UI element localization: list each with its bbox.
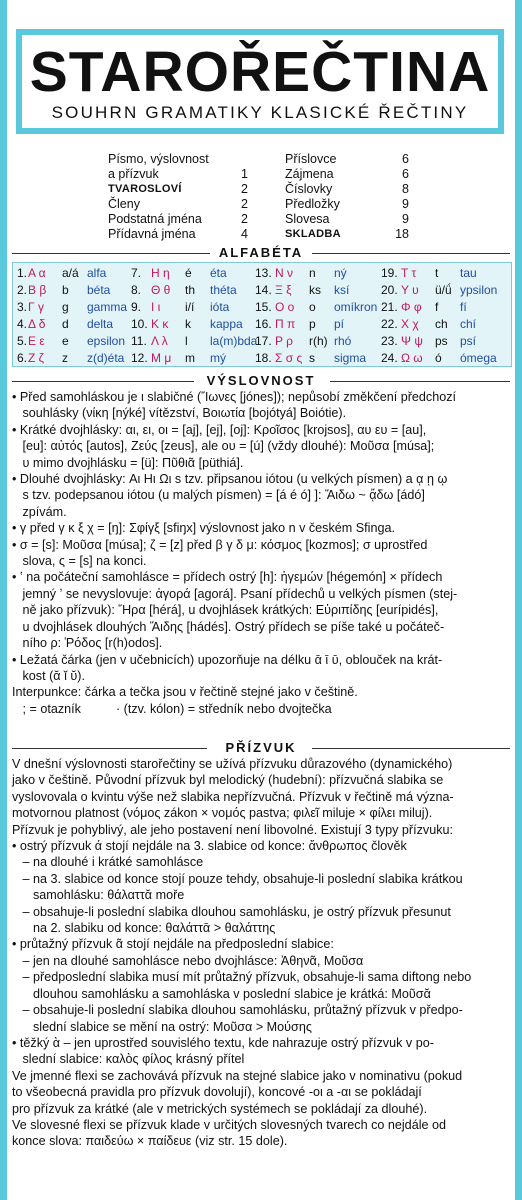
letter-name: omíkron [334, 300, 378, 314]
letter-sound: m [185, 351, 195, 365]
toc-page: 9 [402, 197, 409, 211]
letter-sound: i/í [185, 300, 195, 314]
letter-number: 24. [381, 351, 398, 365]
letter-sound: a/á [62, 266, 79, 280]
letter-name: ióta [210, 300, 230, 314]
letter-glyph: Χ χ [401, 317, 419, 331]
letter-number: 20. [381, 283, 398, 297]
text-line: souhlásky (νίκη [nýké] vítězství, Βοιωτία [bojótyá] Boiótie). [12, 406, 347, 421]
letter-number: 17. [255, 334, 272, 348]
letter-name: alfa [87, 266, 107, 280]
toc-row [285, 212, 409, 227]
table-of-contents-left [108, 152, 248, 242]
letter-sound: s [309, 351, 315, 365]
alphabet-letter [255, 334, 351, 348]
letter-name: mý [210, 351, 226, 365]
letter-glyph: Ξ ξ [275, 283, 292, 297]
text-line: slední slabice: καλὸς φίλος krásný přítel [12, 1052, 245, 1067]
toc-row [108, 152, 248, 167]
toc-row [108, 227, 248, 242]
toc-page: 18 [395, 227, 409, 241]
alphabet-letter [17, 300, 127, 314]
letter-name: epsilon [87, 334, 126, 348]
toc-label: a přízvuk [108, 167, 159, 181]
letter-sound: g [62, 300, 69, 314]
table-of-contents-right [285, 152, 409, 242]
text-line: pro přízvuk za krátké (ale v metrických systémech se pokládají za dlouhé). [12, 1101, 428, 1116]
letter-name: ypsilon [460, 283, 498, 297]
text-line: – na dlouhé i krátké samohlásce [12, 855, 204, 870]
text-line: kost (ᾰ ῐ ῠ). [12, 668, 85, 683]
letter-number: 19. [381, 266, 398, 280]
letter-sound: ks [309, 283, 321, 297]
alphabet-letter [17, 334, 125, 348]
letter-glyph: Τ τ [401, 266, 417, 280]
letter-glyph: Υ υ [401, 283, 419, 297]
toc-row [285, 227, 409, 242]
alphabet-letter [131, 266, 227, 280]
text-line: – obsahuje-li poslední slabika dlouhou samohlásku, je ostrý přízvuk přesunut [12, 904, 451, 919]
letter-glyph: Α α [28, 266, 46, 280]
letter-name: delta [87, 317, 114, 331]
letter-number: 16. [255, 317, 272, 331]
letter-glyph: Ν ν [275, 266, 293, 280]
toc-row [285, 167, 409, 182]
letter-glyph: Ρ ρ [275, 334, 293, 348]
alphabet-letter [255, 317, 344, 331]
letter-sound: e [62, 334, 69, 348]
letter-sound: z [62, 351, 68, 365]
letter-glyph: Μ μ [151, 351, 172, 365]
toc-row [108, 167, 248, 182]
letter-name: z(d)éta [87, 351, 125, 365]
letter-sound: n [309, 266, 316, 280]
letter-number: 21. [381, 300, 398, 314]
toc-label: Příslovce [285, 152, 337, 166]
toc-page: 4 [241, 227, 248, 241]
toc-page: 6 [402, 167, 409, 181]
text-line: ního ρ: Ῥόδος [r(h)odos]. [12, 636, 163, 651]
toc-label: SKLADBA [285, 228, 341, 240]
letter-glyph: Φ φ [401, 300, 422, 314]
alphabet-letter [131, 300, 229, 314]
pronunciation-text [12, 389, 510, 717]
text-line: dlouhou samohlásku a samohláska v poslední slabice je krátká: Μοῦσᾰ [12, 986, 431, 1001]
letter-glyph: Ζ ζ [28, 351, 44, 365]
text-line: ně jako přízvuk): Ἥρα [hérá], u dvojhlásek krátkých: Εὐριπίδης [eurípidés], [12, 603, 439, 618]
alphabet-letter [17, 266, 106, 280]
toc-label: Písmo, výslovnost [108, 152, 209, 166]
text-line: [eu]: αὐτός [autos], Ζεύς [zeus], ale ου = [ú] (vždy dlouhé): Μοῦσα [músa]; [12, 439, 435, 454]
letter-number: 7. [131, 266, 142, 280]
letter-number: 23. [381, 334, 398, 348]
toc-row [108, 182, 248, 197]
text-line: – jen na dlouhé samohlásce nebo dvojhlásce: Ἀθηνᾶ, Μοῦσα [12, 953, 364, 968]
letter-glyph: Ε ε [28, 334, 45, 348]
letter-name: éta [210, 266, 227, 280]
alphabet-letter [255, 283, 349, 297]
toc-row [285, 152, 409, 167]
text-line: • Ležatá čárka (jen v učebnicích) upozorňuje na délku ᾱ ῑ ῡ, oblouček na krát- [12, 652, 443, 667]
letter-number: 5. [17, 334, 28, 348]
alphabet-letter [131, 351, 226, 365]
page-title: STAROŘEČTINA [29, 40, 491, 104]
letter-name: béta [87, 283, 111, 297]
text-line: s tzv. podepsanou iótou (u malých písmen) = [á é ó] ]: Ἅιδω ~ ᾄδω [ádó] [12, 488, 425, 503]
letter-sound: ó [435, 351, 442, 365]
letter-glyph: Γ γ [28, 300, 44, 314]
letter-sound: l [185, 334, 188, 348]
text-line: • průtažný přízvuk ᾶ stojí nejdále na předposlední slabice: [12, 937, 334, 952]
letter-number: 4. [17, 317, 28, 331]
alphabet-letter [17, 351, 124, 365]
text-line: zpívám. [12, 504, 67, 519]
alphabet-letter [381, 334, 476, 348]
alphabet-letter [17, 283, 110, 297]
toc-label: Slovesa [285, 212, 330, 226]
letter-name: pí [334, 317, 345, 331]
letter-sound: b [62, 283, 69, 297]
letter-name: théta [210, 283, 237, 297]
letter-sound: o [309, 300, 316, 314]
text-line: slední slabice se mění na ostrý: Μοῦσα > Μούσης [12, 1019, 312, 1034]
left-accent-bar [0, 0, 7, 1200]
letter-number: 9. [131, 300, 142, 314]
toc-label: Přídavná jména [108, 227, 196, 241]
letter-number: 12. [131, 351, 148, 365]
alphabet-letter [381, 351, 497, 365]
alphabet-letter [131, 334, 257, 348]
letter-glyph: Ι ι [151, 300, 161, 314]
letter-number: 14. [255, 283, 272, 297]
alphabet-letter [381, 317, 476, 331]
toc-page: 2 [241, 212, 248, 226]
letter-glyph: Ο ο [275, 300, 295, 314]
alphabet-letter [131, 317, 243, 331]
title-box [16, 29, 504, 134]
alphabet-letter [381, 266, 477, 280]
toc-label: Zájmena [285, 167, 334, 181]
toc-row [108, 212, 248, 227]
alphabet-letter [255, 300, 377, 314]
text-line: jako v češtině. Původní přízvuk byl melodický (hudební): přízvučná slabika se [12, 773, 444, 788]
alphabet-letter [255, 266, 347, 280]
text-line: slova, ς = [s] na konci. [12, 554, 147, 569]
alphabet-letter [17, 317, 113, 331]
letter-sound: ch [435, 317, 448, 331]
letter-number: 8. [131, 283, 142, 297]
page-subtitle: SOUHRN GRAMATIKY KLASICKÉ ŘEČTINY [51, 103, 469, 122]
text-line: • ʽ na počáteční samohlásce = přídech ostrý [h]: ἡγεμών [hégemón] × přídech [12, 570, 443, 585]
letter-sound: p [309, 317, 316, 331]
letter-name: tau [460, 266, 477, 280]
toc-row [285, 197, 409, 212]
toc-row [108, 197, 248, 212]
text-line: • těžký ὰ – jen uprostřed souvislého textu, kde nahrazuje ostrý přízvuk v po- [12, 1035, 434, 1050]
letter-glyph: Β β [28, 283, 47, 297]
text-line: Interpunkce: čárka a tečka jsou v řečtině stejné jako v češtině. [12, 685, 358, 700]
alphabet-letter [255, 351, 366, 365]
toc-label: Číslovky [285, 182, 333, 196]
letter-number: 3. [17, 300, 28, 314]
letter-sound: t [435, 266, 439, 280]
alphabet-letter [381, 283, 497, 297]
letter-sound: f [435, 300, 439, 314]
toc-page: 2 [241, 182, 248, 196]
letter-sound: d [62, 317, 69, 331]
text-line: Ve jmenné flexi se zachovává přízvuk na stejné slabice jako v nominativu (pokud [12, 1068, 463, 1083]
accent-heading: PŘÍZVUK [225, 740, 297, 755]
toc-page: 8 [402, 182, 409, 196]
text-line: • Před samohláskou je ι slabičné (Ἴωνες [jónes]); nepůsobí změkčení předchozí [12, 390, 457, 404]
text-line: na 2. slabiku od konce: θαλάττᾱ > θαλάττης [12, 921, 276, 936]
text-line: u dvojhlásek dlouhých Ἅιδης [hádés]. Ostrý přídech se píše také u počáteč- [12, 619, 445, 634]
text-line: • σ = [s]: Μοῦσα [músa]; ζ = [z] před β γ δ μ: κόσμος [kozmos]; σ uprostřed [12, 537, 428, 552]
alphabet-letter [131, 283, 237, 297]
letter-sound: é [185, 266, 192, 280]
letter-number: 1. [17, 266, 28, 280]
letter-glyph: Σ σ ς [275, 351, 303, 365]
letter-name: psí [460, 334, 477, 348]
letter-name: la(m)bda [210, 334, 258, 348]
text-line: • γ před γ κ ξ χ = [ŋ]: Σφίγξ [sfiŋx] výslovnost jako n v českém Sfinga. [12, 521, 395, 536]
text-line: motvornou platnost (νόμος zákon × νομός pastva; φιλεῖ miluje × φίλει miluj). [12, 806, 433, 821]
letter-number: 18. [255, 351, 272, 365]
letter-sound: r(h) [309, 334, 328, 348]
toc-page: 2 [241, 197, 248, 211]
toc-page: 6 [402, 152, 409, 166]
letter-sound: k [185, 317, 191, 331]
letter-sound: ps [435, 334, 448, 348]
letter-number: 22. [381, 317, 398, 331]
text-line: ; = otazník · (tzv. kólon) = středník nebo dvojtečka [12, 701, 332, 716]
accent-text [12, 756, 510, 1150]
toc-row [285, 182, 409, 197]
letter-glyph: Κ κ [151, 317, 169, 331]
text-line: samohlásku: θάλαττᾰ moře [12, 888, 185, 903]
letter-glyph: Δ δ [28, 317, 46, 331]
letter-name: kappa [210, 317, 243, 331]
letter-glyph: Ω ω [401, 351, 423, 365]
letter-name: ný [334, 266, 347, 280]
letter-number: 6. [17, 351, 28, 365]
toc-label: Podstatná jména [108, 212, 202, 226]
text-line: • ostrý přízvuk ά stojí nejdále na 3. slabice od konce: ἄνθρωπος člověk [12, 839, 407, 854]
text-line: to všeobecná pravidla pro přízvuk dovolují), koncové -οι a -αι se pokládají [12, 1085, 422, 1100]
toc-page: 9 [402, 212, 409, 226]
alphabet-letter [381, 300, 467, 314]
text-line: • Dlouhé dvojhlásky: Αι Ηι Ωι s tzv. připsanou iótou (u velkých písmen) a ᾳ ῃ ῳ [12, 472, 448, 487]
pronunciation-heading: VÝSLOVNOST [206, 373, 316, 388]
letter-number: 10. [131, 317, 148, 331]
letter-number: 2. [17, 283, 28, 297]
text-line: – na 3. slabice od konce stojí pouze tehdy, obsahuje-li poslední slabika krátkou [12, 871, 463, 886]
letter-name: ómega [460, 351, 497, 365]
toc-label: TVAROSLOVÍ [108, 183, 182, 195]
letter-name: ksí [334, 283, 350, 297]
letter-name: fí [460, 300, 467, 314]
toc-label: Předložky [285, 197, 340, 211]
text-line: V dnešní výslovnosti starořečtiny se užívá přízvuku důrazového (dynamického) [12, 757, 453, 771]
text-line: konce slova: παιδεύω × παίδευε (viz str. 15 dole). [12, 1134, 288, 1149]
toc-label: Členy [108, 197, 140, 211]
letter-number: 15. [255, 300, 272, 314]
letter-number: 11. [131, 334, 147, 348]
text-line: Ve slovesné flexi se přízvuk klade v určitých slovesných tvarech co nejdále od [12, 1117, 447, 1132]
alphabet-heading: ALFABÉTA [218, 245, 304, 260]
letter-glyph: Θ θ [151, 283, 171, 297]
letter-glyph: Η η [151, 266, 170, 280]
letter-sound: ü/ǘ [435, 283, 452, 297]
letter-glyph: Ψ ψ [401, 334, 423, 348]
letter-name: gamma [87, 300, 128, 314]
letter-name: rhó [334, 334, 352, 348]
text-line: – předposlední slabika musí mít průtažný přízvuk, obsahuje-li sama diftong nebo [12, 970, 472, 985]
text-line: • Krátké dvojhlásky: αι, ει, οι = [aj], [ej], [oj]: Κροῖσος [krojsos], αυ ευ = [au], [12, 422, 427, 437]
text-line: υ mimo dvojhlásku = [ü]: Πῦθιᾶ [püthiá]. [12, 455, 244, 470]
text-line: vyslovovala o kvintu výše než slabika nepřízvučná. Přízvuk v řečtině má význa- [12, 789, 454, 804]
text-line: Přízvuk je pohyblivý, ale jeho postavení není libovolné. Existují 3 typy přízvuku: [12, 822, 454, 837]
letter-number: 13. [255, 266, 272, 280]
text-line: jemný ʼ se nevyslovuje: ἀγορά [agorá]. Psaní přídechů u velkých písmen (stej- [12, 586, 458, 601]
toc-page: 1 [241, 167, 248, 181]
letter-name: chí [460, 317, 477, 331]
alphabet-table [12, 262, 512, 367]
letter-name: sigma [334, 351, 367, 365]
letter-glyph: Π π [275, 317, 296, 331]
text-line: – obsahuje-li poslední slabika dlouhou samohlásku, průtažný přízvuk v předpo- [12, 1003, 463, 1018]
letter-sound: th [185, 283, 196, 297]
letter-glyph: Λ λ [151, 334, 168, 348]
right-accent-bar [515, 0, 522, 1200]
